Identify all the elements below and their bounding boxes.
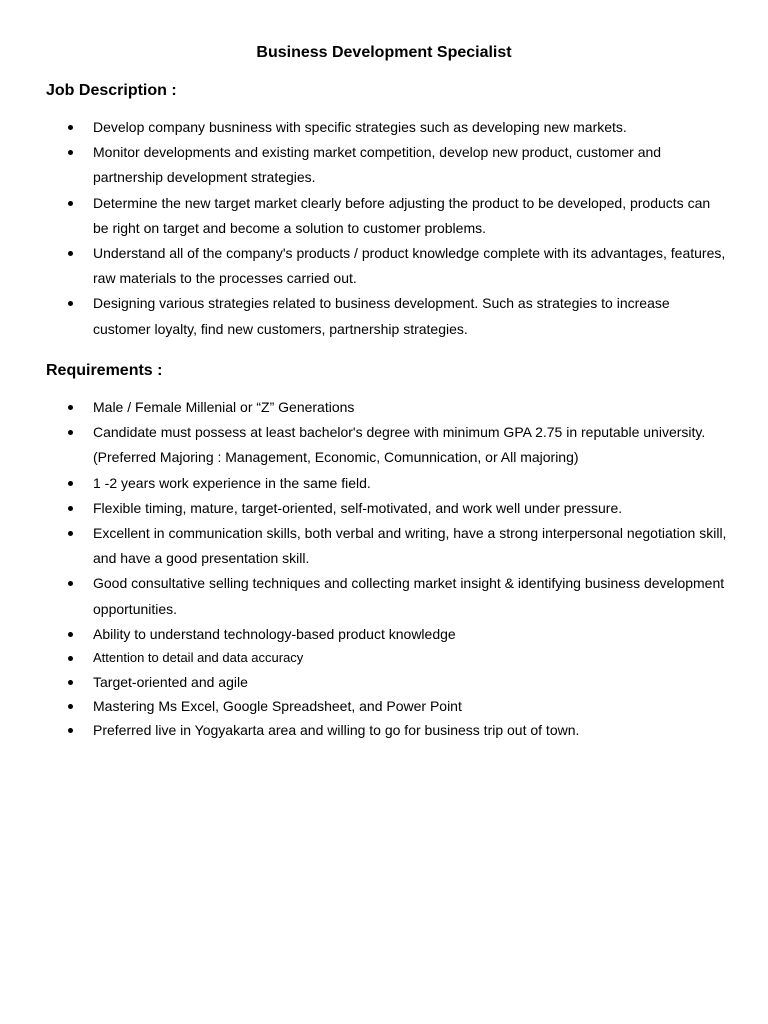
requirements-list bbox=[0, 395, 768, 742]
list-item-text: Excellent in communication skills, both verbal and writing, have a strong interpersonal negotiation skill, and have a good presentation skill. bbox=[93, 525, 727, 567]
bullet-icon bbox=[68, 125, 73, 130]
document-title: Business Development Specialist bbox=[256, 44, 512, 61]
list-item-text: Mastering Ms Excel, Google Spreadsheet, and Power Point bbox=[93, 697, 462, 714]
bullet-icon bbox=[68, 728, 73, 733]
list-item bbox=[0, 395, 768, 420]
bullet-icon bbox=[68, 581, 73, 586]
list-item-text: Designing various strategies related to business development. Such as strategies to increase customer loyalty, find new customers, partnership strategies. bbox=[93, 295, 670, 337]
list-item bbox=[0, 622, 768, 646]
list-item-text: Good consultative selling techniques and collecting market insight & identifying business development opportunities. bbox=[93, 575, 725, 617]
list-item-text: Male / Female Millenial or “Z” Generations bbox=[93, 399, 355, 415]
bullet-icon bbox=[68, 430, 73, 435]
job-description-list bbox=[0, 115, 768, 342]
list-item bbox=[0, 571, 768, 621]
list-item bbox=[0, 241, 768, 291]
list-item bbox=[0, 718, 768, 742]
bullet-icon bbox=[68, 301, 73, 306]
bullet-icon bbox=[68, 481, 73, 486]
job-description-heading: Job Description : bbox=[46, 82, 177, 99]
list-item bbox=[0, 291, 768, 341]
bullet-icon bbox=[68, 704, 73, 709]
list-item bbox=[0, 496, 768, 521]
list-item bbox=[0, 694, 768, 718]
bullet-icon bbox=[68, 632, 73, 637]
list-item bbox=[0, 521, 768, 571]
list-item-text: Candidate must possess at least bachelor's degree with minimum GPA 2.75 in reputable university. (Preferred Majoring : Management, Economic, Comunnication, or All majoring) bbox=[93, 424, 706, 466]
list-item-text: Ability to understand technology-based product knowledge bbox=[93, 625, 456, 642]
bullet-icon bbox=[68, 656, 73, 661]
list-item bbox=[0, 420, 768, 470]
list-item bbox=[0, 191, 768, 241]
list-item-text: Attention to detail and data accuracy bbox=[93, 649, 304, 665]
list-item-text: Develop company busniness with specific strategies such as developing new markets. bbox=[93, 119, 627, 135]
list-item-text: Preferred live in Yogyakarta area and willing to go for business trip out of town. bbox=[93, 721, 580, 738]
list-item bbox=[0, 471, 768, 496]
bullet-icon bbox=[68, 150, 73, 155]
bullet-icon bbox=[68, 506, 73, 511]
list-item bbox=[0, 140, 768, 190]
bullet-icon bbox=[68, 531, 73, 536]
bullet-icon bbox=[68, 201, 73, 206]
list-item bbox=[0, 670, 768, 694]
list-item bbox=[0, 646, 768, 670]
list-item-text: Target-oriented and agile bbox=[93, 673, 248, 690]
list-item-text: Flexible timing, mature, target-oriented, self-motivated, and work well under pressure. bbox=[93, 499, 623, 516]
list-item-text: 1 -2 years work experience in the same field. bbox=[93, 474, 371, 491]
list-item-text: Determine the new target market clearly before adjusting the product to be developed, products can be right on target and become a solution to customer problems. bbox=[93, 194, 711, 236]
list-item bbox=[0, 115, 768, 140]
requirements-heading: Requirements : bbox=[46, 362, 163, 379]
list-item-text: Monitor developments and existing market competition, develop new product, customer and partnership development strategies. bbox=[93, 144, 662, 186]
bullet-icon bbox=[68, 405, 73, 410]
bullet-icon bbox=[68, 680, 73, 685]
bullet-icon bbox=[68, 251, 73, 256]
list-item-text: Understand all of the company's products / product knowledge complete with its advantages, features, raw materials to the processes carried out. bbox=[93, 245, 726, 287]
